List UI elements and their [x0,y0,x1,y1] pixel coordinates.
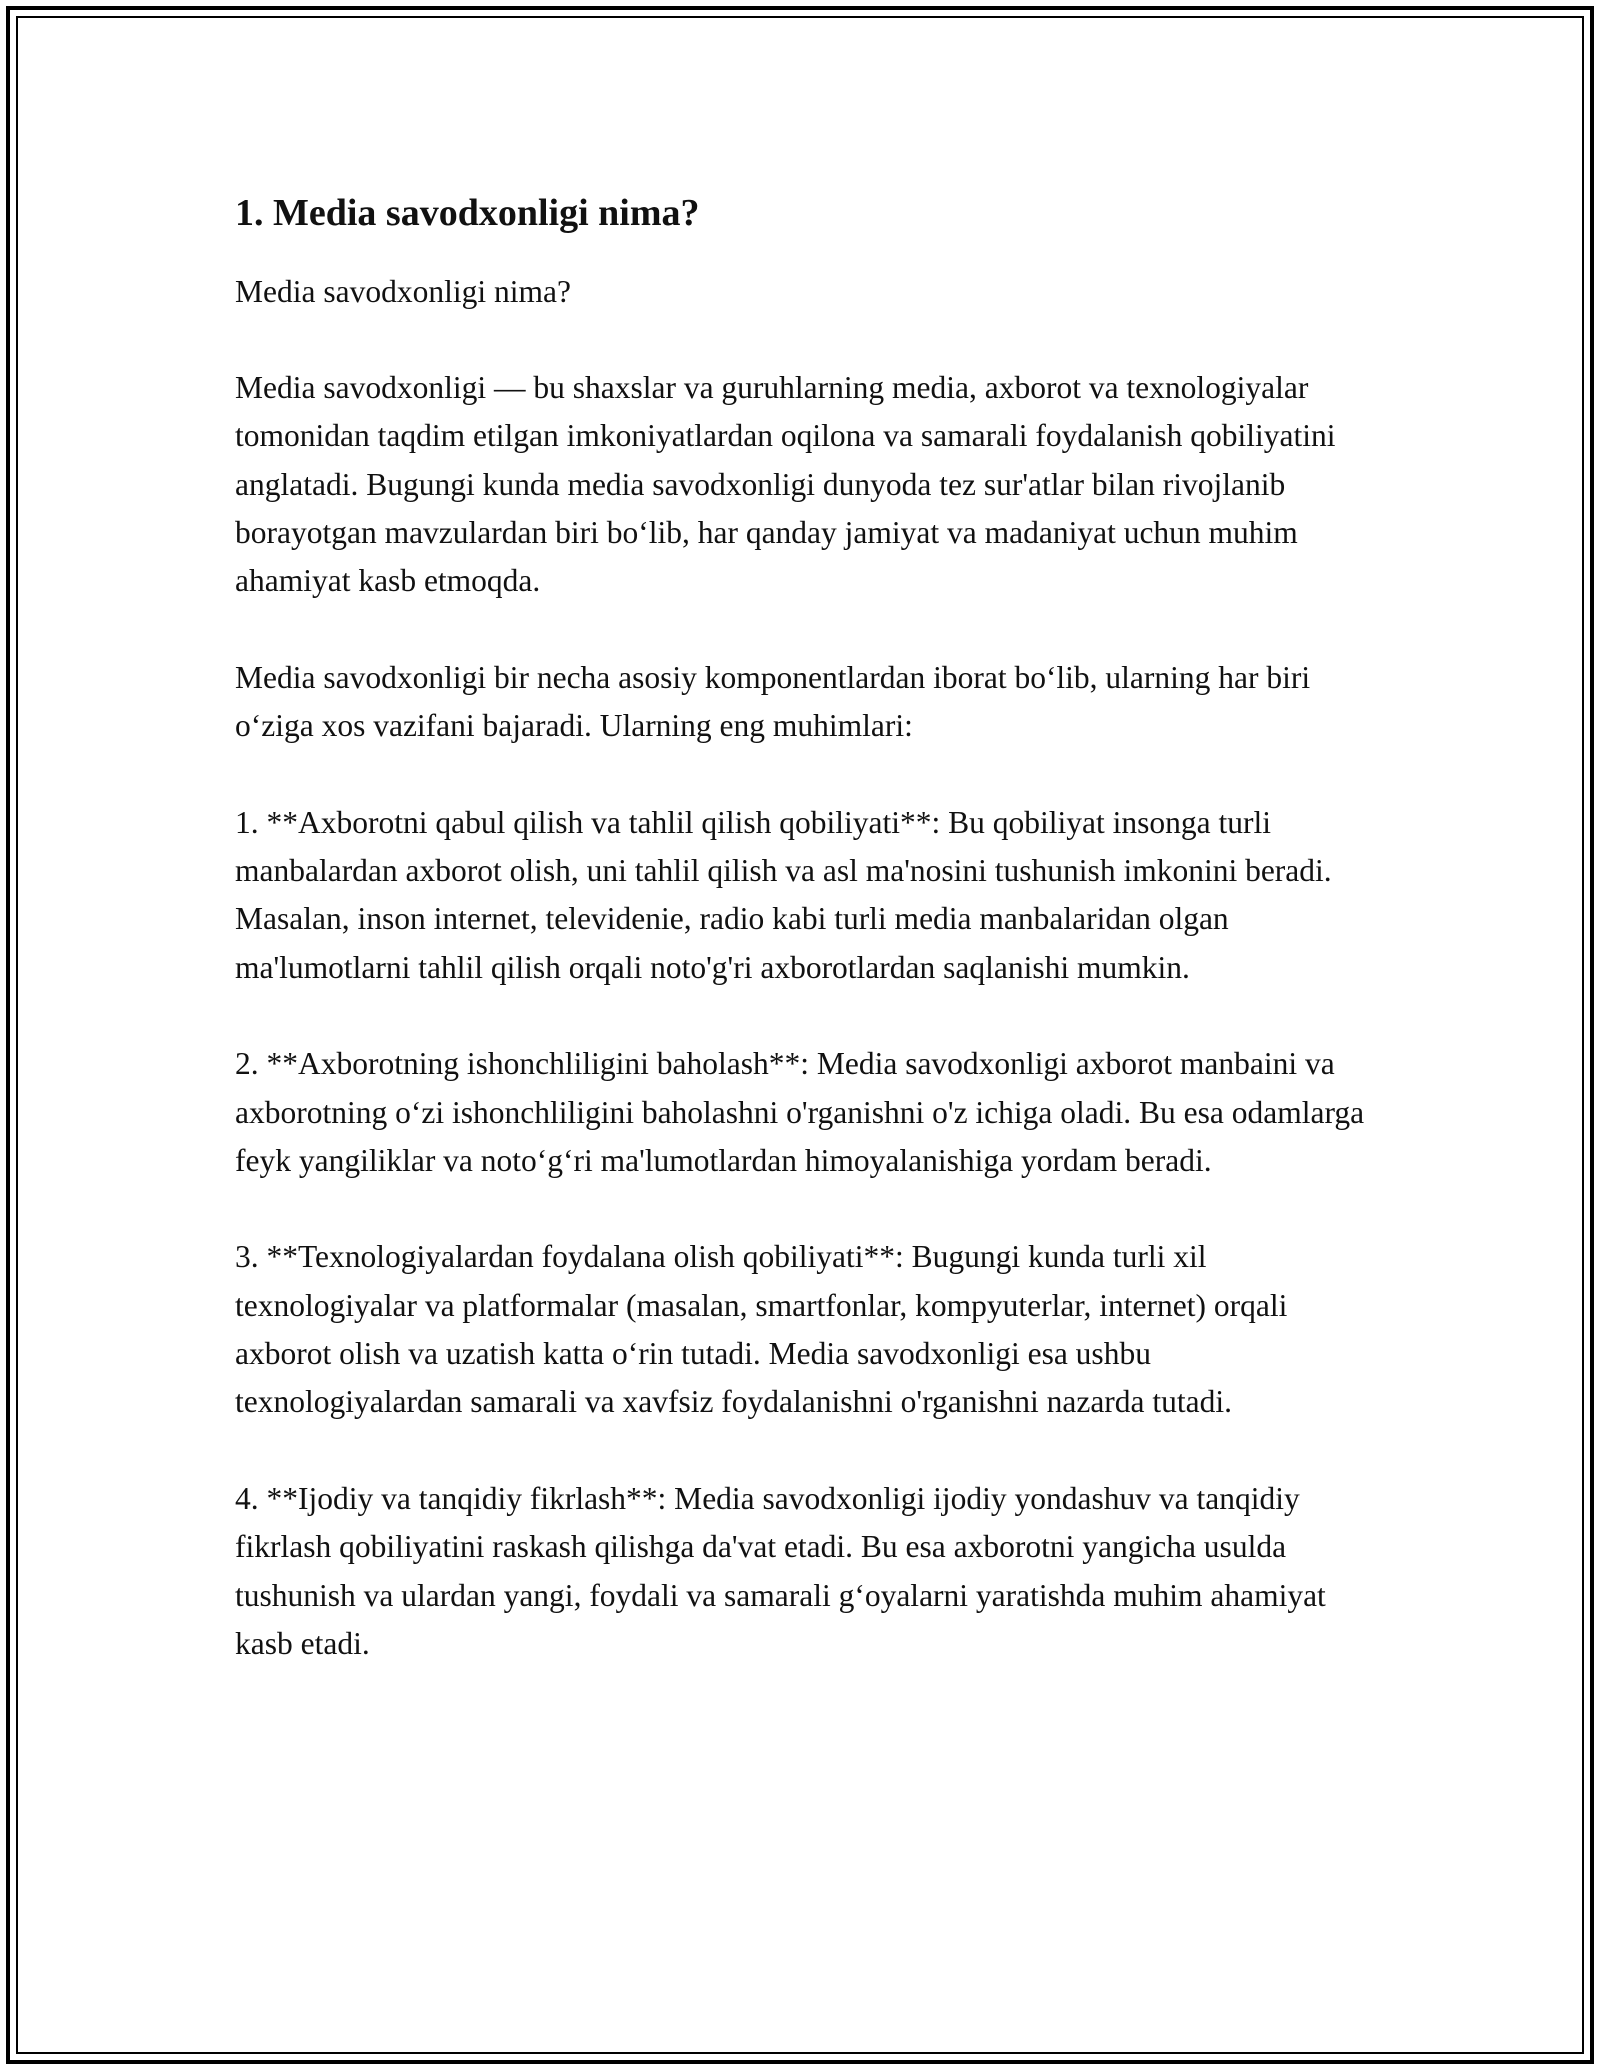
list-item-1: 1. **Axborotni qabul qilish va tahlil qilish qobiliyati**: Bu qobiliyat insonga turli manbalardan axborot olish, uni tahlil qilish va asl ma'nosini tushunish imkonini beradi. Masalan, inson internet, televidenie, radio kabi turli media manbalaridan olgan ma'lumotlarni tahlil qilish orqali noto'g'ri axborotlardan saqlanishi mumkin. [235,804,1332,985]
document-body [235,180,1370,1716]
page-title: 1. Media savodxonligi nima? [235,192,700,234]
list-item-3: 3. **Texnologiyalardan foydalana olish qobiliyati**: Bugungi kunda turli xil texnologiyalar va platformalar (masalan, smartfonlar, kompyuterlar, internet) orqali axborot olish va uzatish katta o‘rin tutadi. Media savodxonligi esa ushbu texnologiyalardan samarali va xavfsiz foydalanishni o'rganishni nazarda tutadi. [235,1239,1288,1420]
list-item-2: 2. **Axborotning ishonchliligini baholash**: Media savodxonligi axborot manbaini va axborotning o‘zi ishonchliligini baholashni o'rganishni o'z ichiga oladi. Bu esa odamlarga feyk yangiliklar va noto‘g‘ri ma'lumotlardan himoyalanishiga yordam beradi. [235,1046,1365,1178]
components-intro-paragraph: Media savodxonligi bir necha asosiy komponentlardan iborat bo‘lib, ularning har biri o‘ziga xos vazifani bajaradi. Ularning eng muhimlari: [235,659,1311,744]
subtitle-paragraph: Media savodxonligi nima? [235,273,571,309]
definition-paragraph: Media savodxonligi — bu shaxslar va guruhlarning media, axborot va texnologiyalar tomonidan taqdim etilgan imkoniyatlardan oqilona va samarali foydalanish qobiliyatini anglatadi. Bugungi kunda media savodxonligi dunyoda tez sur'atlar bilan rivojlanib borayotgan mavzulardan biri bo‘lib, har qanday jamiyat va madaniyat uchun muhim ahamiyat kasb etmoqda. [235,370,1336,599]
list-item-4: 4. **Ijodiy va tanqidiy fikrlash**: Media savodxonligi ijodiy yondashuv va tanqidiy fikrlash qobiliyatini raskash qilishga da'vat etadi. Bu esa axborotni yangicha usulda tushunish va ulardan yangi, foydali va samarali g‘oyalarni yaratishda muhim ahamiyat kasb etadi. [235,1480,1326,1661]
